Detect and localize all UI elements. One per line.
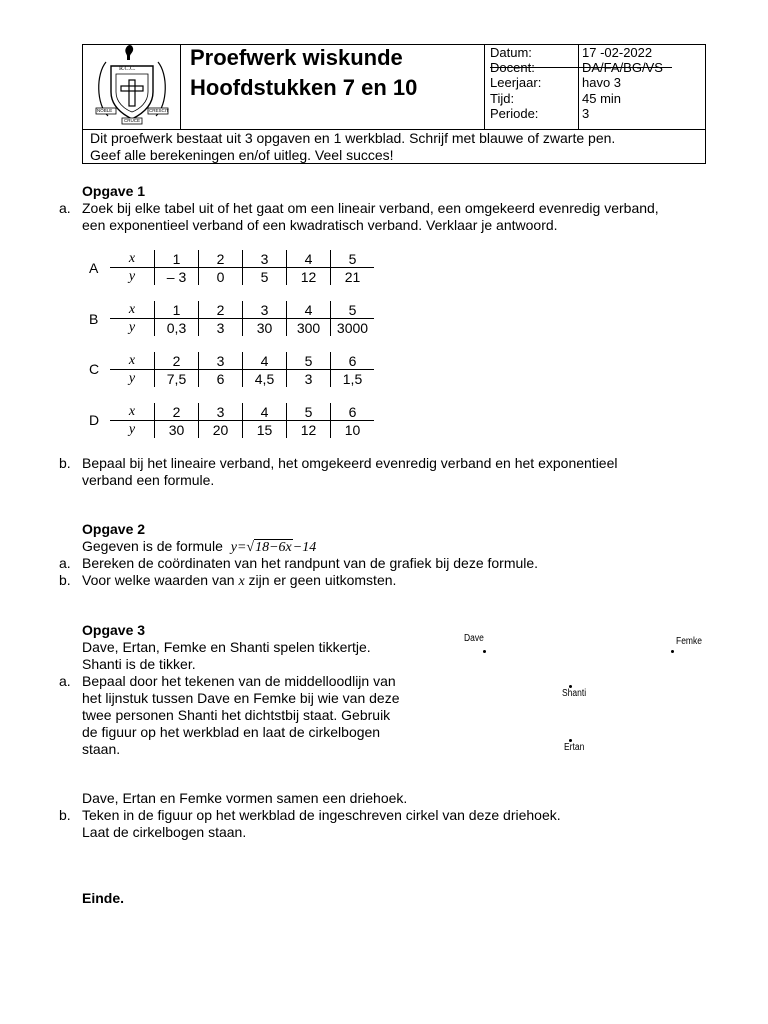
table-cell: 12: [287, 268, 331, 286]
meta-value: 3: [582, 105, 590, 121]
end-text: Einde.: [82, 890, 125, 906]
table-d-name: D: [89, 412, 100, 428]
opgave-2-intro: [82, 538, 316, 556]
point-dave: [483, 650, 486, 653]
table-cell: 3: [287, 370, 331, 388]
opgave-2-b-label: b.: [59, 572, 71, 588]
table-cell: 5: [287, 352, 331, 370]
meta-label: Datum:: [490, 45, 532, 60]
point-label-shanti: Shanti: [562, 688, 587, 699]
docent-strike: [490, 67, 672, 68]
opgave-2-title: Opgave 2: [82, 521, 146, 537]
table-cell: 4: [243, 352, 287, 370]
table-cell: 3: [243, 250, 287, 268]
y-label: y: [128, 319, 136, 335]
table-x-row: [110, 403, 374, 421]
table-cell: 6: [331, 352, 375, 370]
table-cell: 20: [199, 421, 243, 439]
table-x-row: [110, 301, 374, 319]
table-cell: 6: [331, 403, 375, 421]
opgave-3-b-line-1: Teken in de figuur op het werkblad de ingeschreven cirkel van deze driehoek.: [82, 807, 561, 823]
table-cell: 6: [199, 370, 243, 388]
logo-text-top: R.C.C.: [119, 66, 136, 72]
table-cell: 4: [287, 250, 331, 268]
meta-row-leerjaar: [490, 75, 663, 90]
table-cell: 2: [155, 403, 199, 421]
table-b: [110, 301, 374, 336]
meta-value: 17 -02-2022: [582, 45, 653, 60]
opgave-2-b-pre: Voor welke waarden van: [82, 572, 235, 588]
formula-tail: −14: [292, 540, 317, 555]
meta-value: DA/FA/BG/VS: [582, 60, 663, 76]
meta-row-datum: [490, 45, 663, 60]
table-cell: 0,3: [155, 319, 199, 337]
meta-row-tijd: [490, 91, 663, 106]
formula-lhs: y=: [230, 540, 247, 555]
point-label-femke: Femke: [676, 636, 702, 647]
table-cell: 30: [243, 319, 287, 337]
title-line-2: Hoofdstukken 7 en 10: [190, 75, 418, 100]
meta-label: Docent:: [490, 60, 535, 76]
table-cell: 300: [287, 319, 331, 337]
table-cell: 12: [287, 421, 331, 439]
opgave-3-a-label: a.: [59, 673, 71, 689]
meta-row-periode: [490, 106, 663, 121]
opgave-2-b-post: zijn er geen uitkomsten.: [248, 572, 397, 588]
opgave-3-a-line-4: de figuur op het werkblad en laat de cirkelbogen: [82, 724, 381, 740]
table-cell: 5: [287, 403, 331, 421]
point-label-ertan: Ertan: [564, 742, 585, 753]
opgave-1-b-label: b.: [59, 455, 71, 471]
x-label: x: [110, 250, 155, 268]
opgave-2-a-label: a.: [59, 555, 71, 571]
point-label-dave: Dave: [464, 633, 484, 644]
logo-text-mid: CRUCE: [124, 118, 141, 123]
table-b-name: B: [89, 311, 99, 327]
opgave-1-b-line-2: verband een formule.: [82, 472, 215, 488]
table-cell: 4: [243, 403, 287, 421]
table-a: [110, 250, 374, 285]
opgave-1-a-line-1: Zoek bij elke tabel uit of het gaat om een lineair verband, een omgekeerd evenredig verband,: [82, 200, 659, 216]
opgave-2-b-var: x: [238, 574, 245, 589]
title-line-1: Proefwerk wiskunde: [190, 45, 403, 70]
meta-value: havo 3: [582, 75, 622, 91]
table-y-row: [110, 370, 374, 388]
table-y-row: [110, 268, 374, 286]
table-cell: – 3: [155, 268, 199, 286]
opgave-1-a-label: a.: [59, 200, 71, 216]
table-c: [110, 352, 374, 387]
meta-label: Tijd:: [490, 90, 515, 106]
opgave-3-line-1: Dave, Ertan, Femke en Shanti spelen tikkertje.: [82, 639, 371, 655]
meta-label: Periode:: [490, 105, 539, 121]
table-cell: 2: [199, 250, 243, 268]
x-label: x: [110, 352, 155, 370]
sqrt-sign: √: [246, 540, 255, 555]
table-cell: 5: [331, 250, 375, 268]
table-cell: 3: [243, 301, 287, 319]
header-divider-meta: [484, 44, 485, 130]
opgave-3-a-line-1: Bepaal door het tekenen van de middelloodlijn van: [82, 673, 396, 689]
y-label: y: [128, 421, 136, 437]
meta-value: 45 min: [582, 90, 622, 106]
opgave-2-intro-text: Gegeven is de formule: [82, 538, 223, 554]
table-cell: 1: [155, 301, 199, 319]
table-cell: 5: [331, 301, 375, 319]
y-label: y: [128, 268, 136, 284]
table-cell: 3: [199, 319, 243, 337]
table-cell: 21: [331, 268, 375, 286]
table-y-row: [110, 421, 374, 439]
table-d: [110, 403, 374, 438]
opgave-3-a-line-2: het lijnstuk tussen Dave en Femke bij wie van deze: [82, 690, 400, 706]
table-cell: 0: [199, 268, 243, 286]
y-label: y: [128, 370, 136, 386]
table-cell: 3: [199, 403, 243, 421]
intro-line-1: Dit proefwerk bestaat uit 3 opgaven en 1 werkblad. Schrijf met blauwe of zwarte pen.: [90, 130, 616, 146]
table-cell: 2: [199, 301, 243, 319]
table-cell: 15: [243, 421, 287, 439]
formula-radicand: 18−6x: [255, 540, 292, 555]
table-cell: 1,5: [331, 370, 375, 388]
opgave-3-b-label: b.: [59, 807, 71, 823]
opgave-1-b-line-1: Bepaal bij het lineaire verband, het omgekeerd evenredig verband en het exponentieel: [82, 455, 618, 471]
opgave-3-b-line-2: Laat de cirkelbogen staan.: [82, 824, 247, 840]
table-cell: 3: [199, 352, 243, 370]
school-logo: [86, 44, 178, 126]
table-cell: 2: [155, 352, 199, 370]
table-x-row: [110, 250, 374, 268]
intro-line-2: Geef alle berekeningen en/of uitleg. Veel succes!: [90, 147, 394, 163]
opgave-3-line-2: Shanti is de tikker.: [82, 656, 196, 672]
table-cell: 5: [243, 268, 287, 286]
opgave-3-a-line-3: twee personen Shanti het dichtstbij staat. Gebruik: [82, 707, 391, 723]
table-cell: 7,5: [155, 370, 199, 388]
table-cell: 10: [331, 421, 375, 439]
table-cell: 4,5: [243, 370, 287, 388]
school-crest-icon: [86, 44, 178, 126]
opgave-2-b-text: [82, 572, 396, 590]
table-cell: 4: [287, 301, 331, 319]
table-a-name: A: [89, 260, 99, 276]
logo-text-right: CRESCIT: [149, 108, 169, 113]
table-y-row: [110, 319, 374, 337]
opgave-2-a-text: Bereken de coördinaten van het randpunt van de grafiek bij deze formule.: [82, 555, 539, 571]
header-divider-logo: [180, 44, 181, 130]
header-meta: [490, 45, 663, 121]
x-label: x: [110, 301, 155, 319]
meta-label: Leerjaar:: [490, 75, 542, 91]
opgave-3-title: Opgave 3: [82, 622, 146, 638]
table-cell: 1: [155, 250, 199, 268]
point-femke: [671, 650, 674, 653]
table-x-row: [110, 352, 374, 370]
opgave-3-a-line-5: staan.: [82, 741, 121, 757]
logo-text-left: NOBLE: [97, 108, 113, 113]
opgave-1-title: Opgave 1: [82, 183, 146, 199]
table-c-name: C: [89, 361, 100, 377]
x-label: x: [110, 403, 155, 421]
opgave-1-a-line-2: een exponentieel verband of een kwadratisch verband. Verklaar je antwoord.: [82, 217, 558, 233]
opgave-3-b-intro: Dave, Ertan en Femke vormen samen een driehoek.: [82, 790, 408, 806]
table-cell: 30: [155, 421, 199, 439]
table-cell: 3000: [331, 319, 375, 337]
